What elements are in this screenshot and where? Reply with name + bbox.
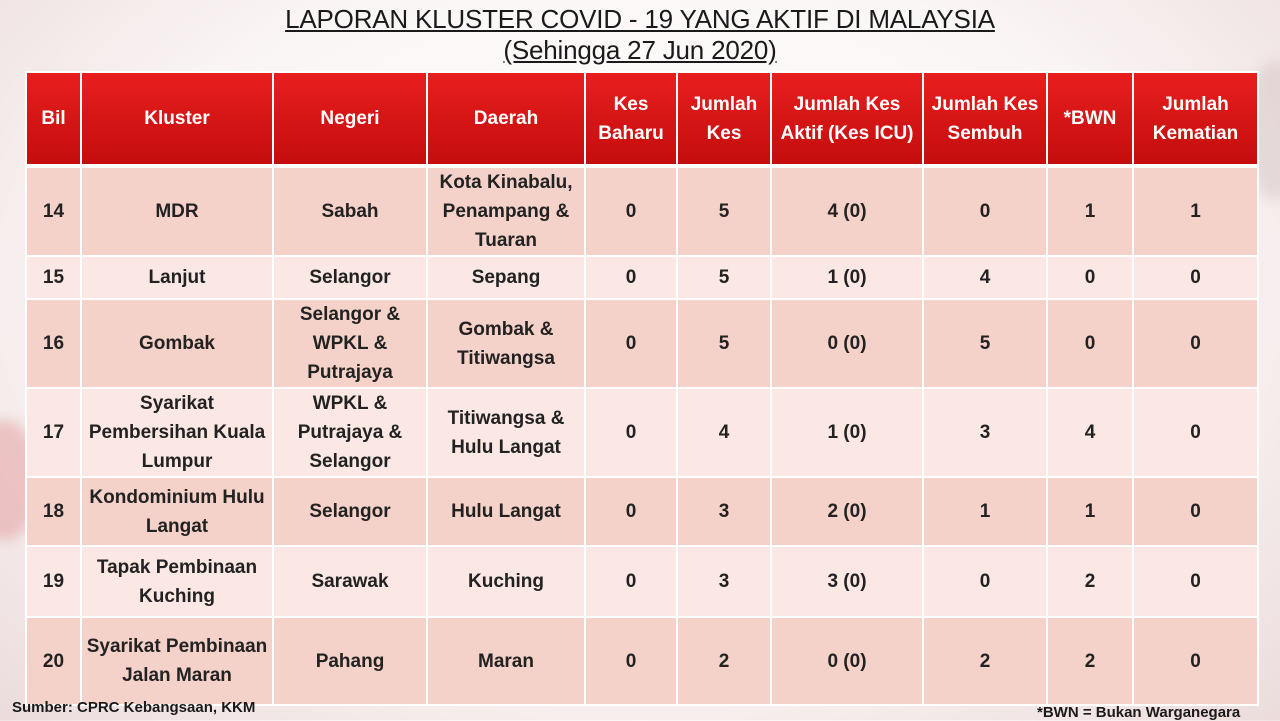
- cell-aktif: 1 (0): [771, 256, 923, 299]
- cell-negeri: Sarawak: [273, 546, 427, 617]
- cell-bil: 14: [26, 166, 81, 256]
- cell-negeri: WPKL & Putrajaya & Selangor: [273, 388, 427, 477]
- cell-aktif: 2 (0): [771, 477, 923, 546]
- cell-sembuh: 2: [923, 617, 1047, 705]
- table-row: [26, 617, 1258, 705]
- cell-negeri: Selangor: [273, 256, 427, 299]
- table-header-row: [26, 72, 1258, 166]
- cell-jumlah-kes: 3: [677, 477, 771, 546]
- table-row: [26, 477, 1258, 546]
- title-line-1: LAPORAN KLUSTER COVID - 19 YANG AKTIF DI MALAYSIA: [285, 4, 995, 34]
- cell-kematian: 0: [1133, 256, 1258, 299]
- cell-bil: 20: [26, 617, 81, 705]
- cell-kluster: Lanjut: [81, 256, 273, 299]
- cell-jumlah-kes: 3: [677, 546, 771, 617]
- cell-bwn: 2: [1047, 546, 1133, 617]
- cell-aktif: 1 (0): [771, 388, 923, 477]
- cell-kluster: Gombak: [81, 299, 273, 388]
- cell-daerah: Titiwangsa & Hulu Langat: [427, 388, 585, 477]
- table-row: [26, 166, 1258, 256]
- cell-sembuh: 0: [923, 166, 1047, 256]
- cell-kematian: 0: [1133, 388, 1258, 477]
- cell-jumlah-kes: 5: [677, 299, 771, 388]
- cell-bil: 19: [26, 546, 81, 617]
- cell-daerah: Hulu Langat: [427, 477, 585, 546]
- cell-kluster: Kondominium Hulu Langat: [81, 477, 273, 546]
- header-bwn: *BWN: [1047, 72, 1133, 166]
- cell-kematian: 0: [1133, 299, 1258, 388]
- page-title: [0, 4, 1280, 66]
- cell-sembuh: 4: [923, 256, 1047, 299]
- cell-kematian: 0: [1133, 617, 1258, 705]
- cell-negeri: Selangor & WPKL & Putrajaya: [273, 299, 427, 388]
- cell-daerah: Sepang: [427, 256, 585, 299]
- cell-daerah: Kota Kinabalu, Penampang & Tuaran: [427, 166, 585, 256]
- cell-jumlah-kes: 4: [677, 388, 771, 477]
- header-daerah: Daerah: [427, 72, 585, 166]
- cell-bil: 16: [26, 299, 81, 388]
- cell-kluster: Syarikat Pembinaan Jalan Maran: [81, 617, 273, 705]
- cell-sembuh: 3: [923, 388, 1047, 477]
- cell-bwn: 0: [1047, 256, 1133, 299]
- header-kes-baharu: Kes Baharu: [585, 72, 677, 166]
- title-line-2: (Sehingga 27 Jun 2020): [503, 35, 777, 65]
- cell-kluster: Syarikat Pembersihan Kuala Lumpur: [81, 388, 273, 477]
- cell-kluster: MDR: [81, 166, 273, 256]
- cell-kluster: Tapak Pembinaan Kuching: [81, 546, 273, 617]
- cell-bwn: 4: [1047, 388, 1133, 477]
- cell-negeri: Sabah: [273, 166, 427, 256]
- cell-bwn: 1: [1047, 477, 1133, 546]
- cell-daerah: Gombak & Titiwangsa: [427, 299, 585, 388]
- table-row: [26, 299, 1258, 388]
- cell-kes-baharu: 0: [585, 299, 677, 388]
- cell-negeri: Selangor: [273, 477, 427, 546]
- cell-sembuh: 1: [923, 477, 1047, 546]
- cell-bil: 17: [26, 388, 81, 477]
- cell-jumlah-kes: 5: [677, 256, 771, 299]
- cell-sembuh: 0: [923, 546, 1047, 617]
- cell-kematian: 0: [1133, 477, 1258, 546]
- cell-bwn: 1: [1047, 166, 1133, 256]
- header-jumlah-kes-aktif: Jumlah Kes Aktif (Kes ICU): [771, 72, 923, 166]
- cluster-table: [25, 71, 1259, 706]
- cell-kes-baharu: 0: [585, 477, 677, 546]
- cell-bwn: 0: [1047, 299, 1133, 388]
- cell-daerah: Kuching: [427, 546, 585, 617]
- header-jumlah-kes: Jumlah Kes: [677, 72, 771, 166]
- cell-negeri: Pahang: [273, 617, 427, 705]
- header-negeri: Negeri: [273, 72, 427, 166]
- cell-kes-baharu: 0: [585, 546, 677, 617]
- bwn-footnote: *BWN = Bukan Warganegara: [1037, 704, 1241, 721]
- table-row: [26, 256, 1258, 299]
- cell-kes-baharu: 0: [585, 166, 677, 256]
- cell-bil: 15: [26, 256, 81, 299]
- cell-aktif: 4 (0): [771, 166, 923, 256]
- cell-aktif: 3 (0): [771, 546, 923, 617]
- table-row: [26, 388, 1258, 477]
- cell-bwn: 2: [1047, 617, 1133, 705]
- cell-jumlah-kes: 2: [677, 617, 771, 705]
- cell-kes-baharu: 0: [585, 617, 677, 705]
- cell-bil: 18: [26, 477, 81, 546]
- cell-daerah: Maran: [427, 617, 585, 705]
- cell-sembuh: 5: [923, 299, 1047, 388]
- table-row: [26, 546, 1258, 617]
- header-jumlah-kematian: Jumlah Kematian: [1133, 72, 1258, 166]
- header-jumlah-kes-sembuh: Jumlah Kes Sembuh: [923, 72, 1047, 166]
- cell-kes-baharu: 0: [585, 256, 677, 299]
- cell-kematian: 1: [1133, 166, 1258, 256]
- cell-kematian: 0: [1133, 546, 1258, 617]
- source-note: Sumber: CPRC Kebangsaan, KKM: [12, 699, 256, 716]
- cell-aktif: 0 (0): [771, 617, 923, 705]
- header-kluster: Kluster: [81, 72, 273, 166]
- header-bil: Bil: [26, 72, 81, 166]
- cell-jumlah-kes: 5: [677, 166, 771, 256]
- cell-aktif: 0 (0): [771, 299, 923, 388]
- cell-kes-baharu: 0: [585, 388, 677, 477]
